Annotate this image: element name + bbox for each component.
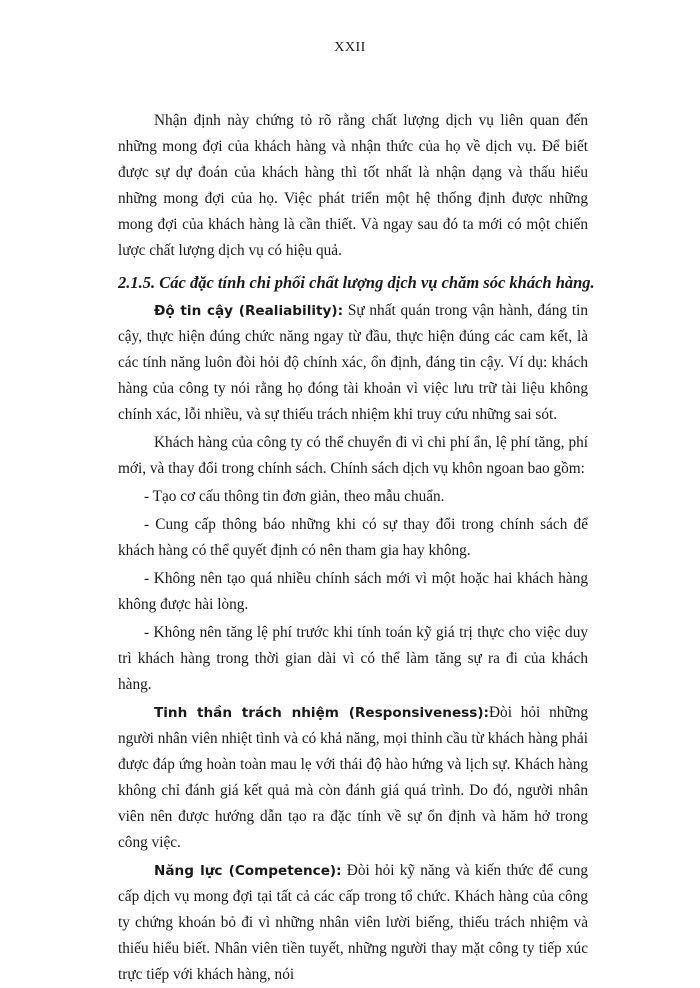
reliability-paragraph xyxy=(118,298,588,428)
responsiveness-text: Đòi hỏi những người nhân viên nhiệt tình và có khả năng, mọi thỉnh cầu từ khách hàng phải được đáp ứng hoàn toàn mau lẹ với thái độ hào hứng và lịch sự. Khách hàng không chỉ đánh giá kết quả mà còn đánh giá quá trình. Do đó, người nhân viên nên được hướng dẫn tạo ra đặc tính về sự ổn định và hăm hở trong công việc. xyxy=(118,704,588,851)
competence-paragraph xyxy=(118,858,588,988)
reliability-text: Sự nhất quán trong vận hành, đáng tin cậy, thực hiện đúng chức năng ngay từ đầu, thực hiện đúng các cam kết, là các tính năng luôn đòi hỏi độ chính xác, ổn định, đáng tin cậy. Ví dụ: khách hàng của công ty nói rằng họ đóng tài khoản vì việc lưu trữ tài liệu không chính xác, lỗi nhiều, và sự thiếu trách nhiệm khi truy cứu những sai sót. xyxy=(118,302,589,423)
reliability-term: Độ tin cậy (Realiability): xyxy=(154,303,344,319)
section-heading: 2.1.5. Các đặc tính chi phối chất lượng dịch vụ chăm sóc khách hàng. xyxy=(118,273,595,292)
page-number: XXII xyxy=(334,40,366,55)
policy-item: - Cung cấp thông báo những khi có sự thay đổi trong chính sách để khách hàng có thể quyết định có nên tham gia hay không. xyxy=(118,516,588,559)
intro-paragraph: Nhận định này chứng tỏ rõ rằng chất lượng dịch vụ liên quan đến những mong đợi của khách hàng và nhận thức của họ về dịch vụ. Để biết được sự dự đoán của khách hàng thì tốt nhất là nhận dạng và thấu hiểu những mong đợi của họ. Việc phát triển một hệ thống định được những mong đợi của khách hàng là cần thiết. Và ngay sau đó ta mới có một chiến lược chất lượng dịch vụ có hiệu quả. xyxy=(118,112,588,259)
responsiveness-paragraph xyxy=(118,700,588,856)
policy-item: - Không nên tăng lệ phí trước khi tính toán kỹ giá trị thực cho việc duy trì khách hàng trong thời gian dài vì có thể làm tăng sự ra đi của khách hàng. xyxy=(118,624,588,693)
page-content xyxy=(118,108,595,988)
responsiveness-term: Tinh thần trách nhiệm (Responsiveness): xyxy=(154,705,489,721)
competence-term: Năng lực (Competence): xyxy=(154,863,342,879)
policy-item: - Tạo cơ cấu thông tin đơn giản, theo mẫu chuẩn. xyxy=(144,488,445,505)
policy-paragraph: Khách hàng của công ty có thể chuyển đi vì chi phí ẩn, lệ phí tăng, phí mới, và thay đổi trong chính sách. Chính sách dịch vụ khôn ngoan bao gồm: xyxy=(118,434,588,477)
policy-item: - Không nên tạo quá nhiều chính sách mới vì một hoặc hai khách hàng không được hài lòng. xyxy=(118,570,588,613)
competence-text: Đòi hỏi kỹ năng và kiến thức để cung cấp dịch vụ mong đợi tại tất cả các cấp trong tổ chức. Khách hàng của công ty chứng khoán bỏ đi vì những nhân viên lười biếng, thiếu trách nhiệm và thiếu hiểu biết. Nhân viên tiền tuyết, những người thay mặt công ty tiếp xúc trực tiếp với khách hàng, nói xyxy=(118,862,588,983)
